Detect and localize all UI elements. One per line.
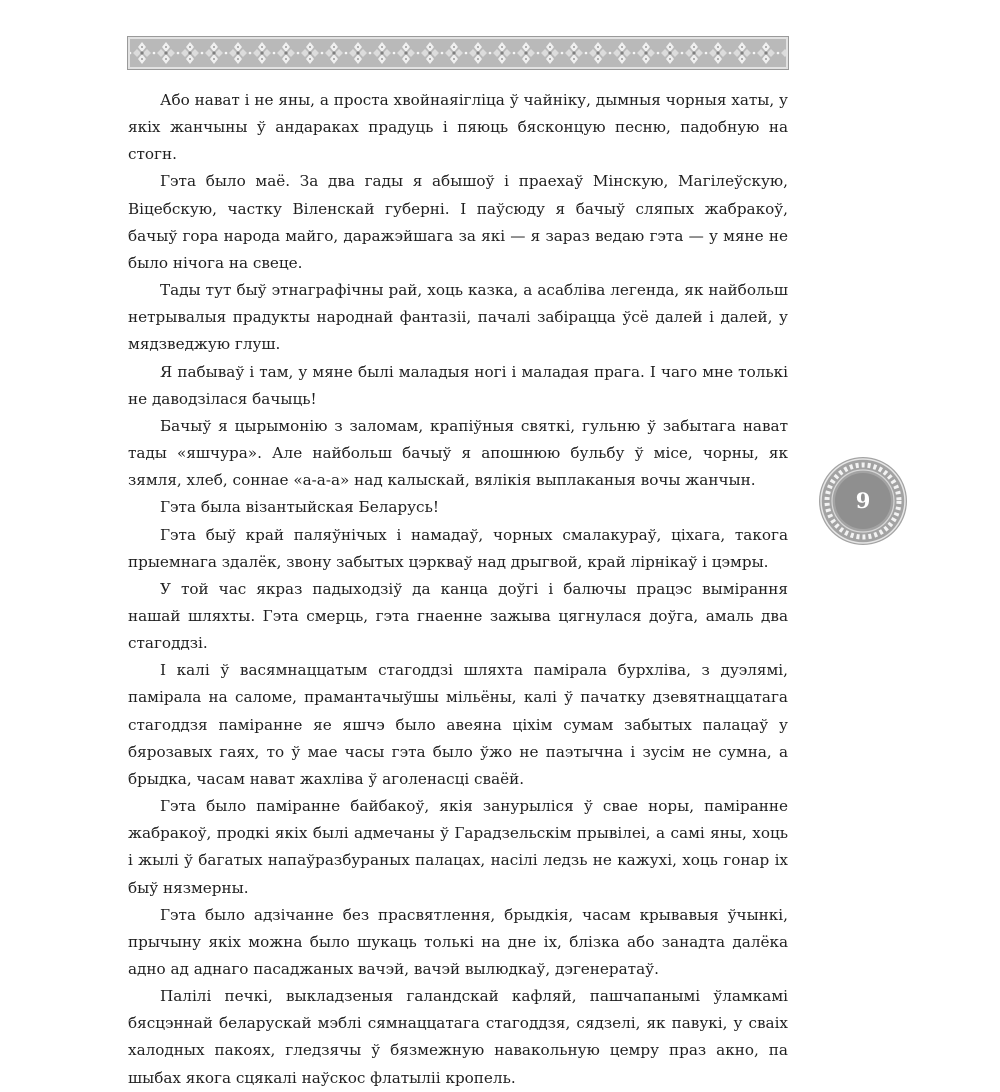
body-text xyxy=(128,87,788,1092)
paragraph-12: Палілі печкі, выкладзеныя галандскай кафляй, пашчапанымі ўламкамі бясцэннай беларускай мэблі сямнаццатага стагоддзя, сядзелі, як павукі, у сваіх халодных пакоях, гледзячы ў бязмежную навакольную цемру праз акно, па шыбах якога сцякалі наўскос флатыліі кропель. xyxy=(128,987,788,1087)
page-number: 9 xyxy=(855,488,871,513)
paragraph-9: І калі ў васямнаццатым стагоддзі шляхта памірала бурхліва, з дуэлямі, памірала на саломе, прамантачыўшы мільёны, калі ў пачатку дзевятнаццатага стагоддзя паміранне яе яшчэ было авеяна ціхім сумам забытых палацаў у бярозавых гаях, то ў мае часы гэта было ўжо не паэтычна і зусім не сумна, а брыдка, часам нават жахліва ў аголенасці сваёй. xyxy=(128,661,788,788)
page-number-medallion xyxy=(818,456,908,546)
paragraph-10: Гэта было паміранне байбакоў, якія занурыліся ў свае норы, паміранне жабракоў, продкі якіх былі адмечаны ў Гарадзельскім прывілеі, а самі яны, хоць і жылі ў багатых напаўразбураных палацах, насілі ледзь не кажухі, хоць гонар іх быў нязмерны. xyxy=(128,797,788,897)
paragraph-8: У той час якраз падыходзіў да канца доўгі і балючы працэс вымірання нашай шляхты. Гэта смерць, гэта гнаенне зажыва цягнулася доўга, амаль два стагоддзі. xyxy=(128,579,788,653)
header-ornament-band xyxy=(128,37,788,69)
paragraph-2: Гэта было маё. За два гады я абышоў і праехаў Мінскую, Магілеўскую, Віцебскую, частку Віленскай губерні. І паўсюду я бачыў сляпых жабракоў, бачыў гора народа майго, даражэйшага за які — я зараз ведаю гэта — у мяне не было нічога на свеце. xyxy=(128,172,788,272)
ornament-pattern-icon xyxy=(130,39,786,67)
paragraph-1: Або нават і не яны, а проста хвойнаяігліца ў чайніку, дымныя чорныя хаты, у якіх жанчыны ў андараках прадуць і пяюць бясконцую песню, падобную на стогн. xyxy=(128,91,788,164)
paragraph-6: Гэта была візантыйская Беларусь! xyxy=(160,498,439,517)
paragraph-5: Бачыў я цырымонію з заломам, крапіўныя святкі, гульню ў забытага нават тады «яшчура». Але найбольш бачыў я апошнюю бульбу ў місе, чорны, як зямля, хлеб, соннае «а-а-а» над калыскай, вялікія выплаканыя вочы жанчын. xyxy=(128,416,788,490)
paragraph-11: Гэта было адзічанне без прасвятлення, брыдкія, часам крывавыя ўчынкі, прычыну якіх можна было шукаць толькі на дне іх, блізка або занадта далёка адно ад аднаго пасаджаных вачэй, вачэй вылюдкаў, дэгенератаў. xyxy=(128,905,788,978)
paragraph-3: Тады тут быў этнаграфічны рай, хоць казка, а асабліва легенда, як найбольш нетрывалыя прадукты народнай фантазіі, пачалі забірацца ўсё далей і далей, у мядзведжую глуш. xyxy=(128,281,788,354)
paragraph-4: Я пабываў і там, у мяне былі маладыя ногі і маладая прага. І чаго мне толькі не даводзілася бачыць! xyxy=(128,362,788,408)
paragraph-7: Гэта быў край паляўнічых і намадаў, чорных смалакураў, ціхага, такога прыемнага здалёк, звону забытых цэркваў над дрыгвой, край лірнікаў і цэмры. xyxy=(128,525,788,571)
